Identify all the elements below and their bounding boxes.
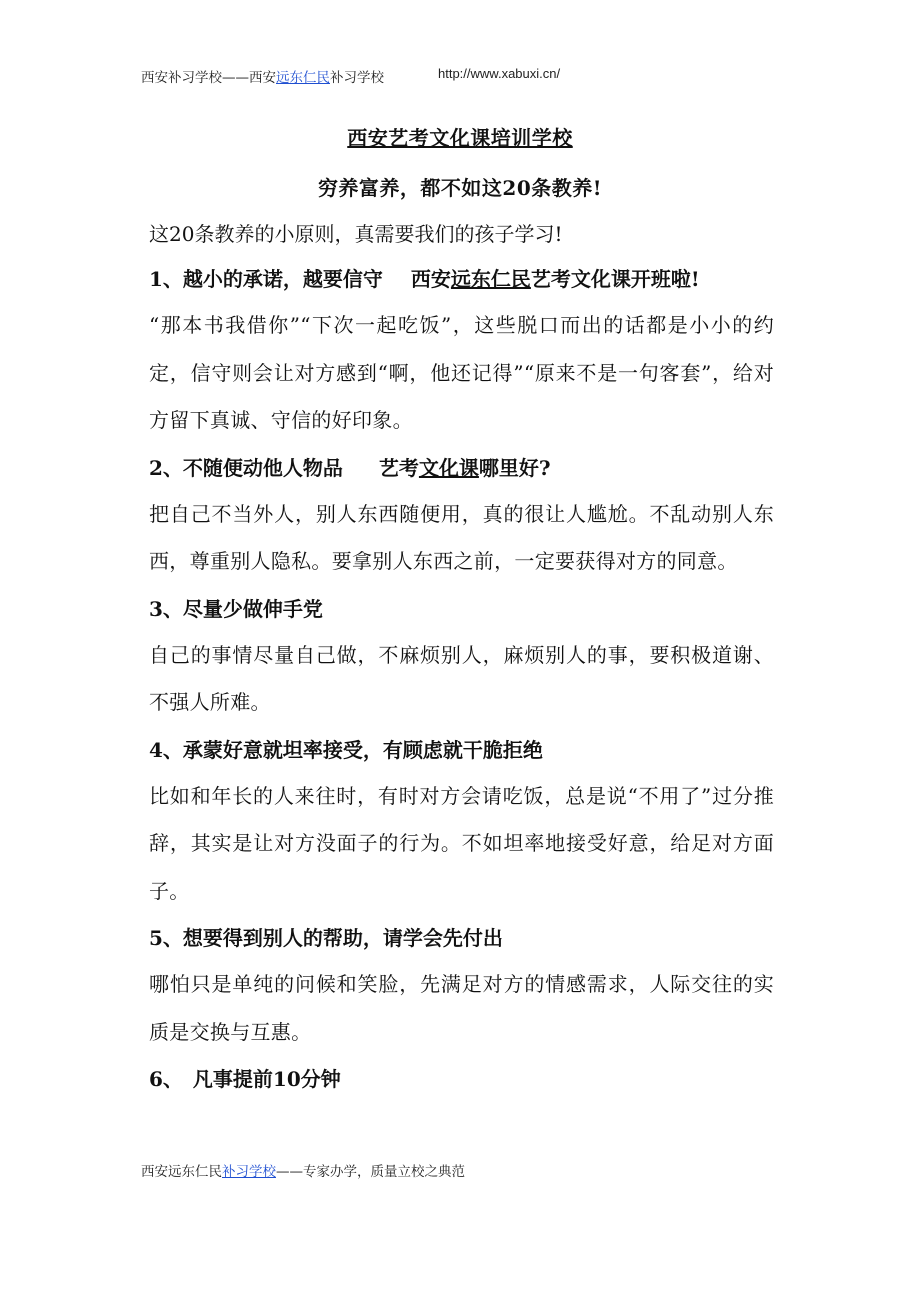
heading-ad-text bbox=[379, 456, 551, 480]
intro-text: 这20条教养的小原则，真需要我们的孩子学习! bbox=[149, 222, 563, 246]
ad-pre: 艺考 bbox=[378, 455, 419, 480]
section-body-1: “那本书我借你”“下次一起吃饭”，这些脱口而出的话都是小小的约定，信守则会让对方感到“啊，他还记得”“原来不是一句客套”，给对方留下真诚、守信的好印象。 bbox=[149, 313, 774, 432]
heading-ad-text bbox=[411, 267, 700, 291]
section-heading-3: 3、尽量少做伸手党 bbox=[149, 596, 323, 621]
section-body-5: 哪怕只是单纯的问候和笑脸，先满足对方的情感需求，人际交往的实质是交换与互惠。 bbox=[149, 972, 774, 1044]
ad-link[interactable]: 文化课 bbox=[418, 455, 479, 480]
section-body-3: 自己的事情尽量自己做，不麻烦别人，麻烦别人的事，要积极道谢、不强人所难。 bbox=[149, 642, 774, 714]
ad-link[interactable]: 远东仁民 bbox=[450, 267, 531, 291]
ad-post: 哪里好? bbox=[478, 455, 551, 480]
footer-link[interactable]: 补习学校 bbox=[222, 1164, 276, 1180]
section-body-4: 比如和年长的人来往时，有时对方会请吃饭，总是说“不用了”过分推辞，其实是让对方没面子的行为。不如坦率地接受好意，给足对方面子。 bbox=[149, 783, 774, 903]
ad-pre: 西安 bbox=[410, 267, 451, 291]
ad-post: 艺考文化课开班啦! bbox=[530, 267, 700, 291]
page-header bbox=[141, 66, 781, 86]
section-body-2: 把自己不当外人，别人东西随便用，真的很让人尴尬。不乱动别人东西，尊重别人隐私。要拿别人东西之前，一定要获得对方的同意。 bbox=[149, 501, 774, 573]
section-heading-5: 5、想要得到别人的帮助，请学会先付出 bbox=[149, 926, 503, 950]
footer-suffix: ——专家办学，质量立校之典范 bbox=[276, 1164, 465, 1180]
header-suffix: 补习学校 bbox=[330, 70, 384, 86]
document-title: 西安艺考文化课培训学校 bbox=[347, 126, 573, 150]
header-school-link[interactable]: 远东仁民 bbox=[276, 70, 330, 86]
section-heading-4: 4、承蒙好意就坦率接受，有顾虑就干脆拒绝 bbox=[149, 737, 543, 762]
heading-text: 2、不随便动他人物品 bbox=[149, 455, 343, 480]
document-subtitle: 穷养富养，都不如这20条教养! bbox=[317, 176, 603, 200]
footer-prefix: 西安远东仁民 bbox=[141, 1164, 222, 1180]
page-footer bbox=[141, 1160, 465, 1180]
section-heading-2 bbox=[149, 451, 774, 485]
content-body bbox=[149, 262, 774, 1108]
header-url: http://www.xabuxi.cn/ bbox=[438, 66, 561, 81]
heading-text: 1、越小的承诺，越要信守 bbox=[149, 267, 383, 291]
section-heading-1 bbox=[149, 262, 774, 296]
header-prefix: 西安补习学校——西安 bbox=[141, 70, 276, 86]
section-heading-6: 6、 凡事提前10分钟 bbox=[149, 1067, 341, 1091]
